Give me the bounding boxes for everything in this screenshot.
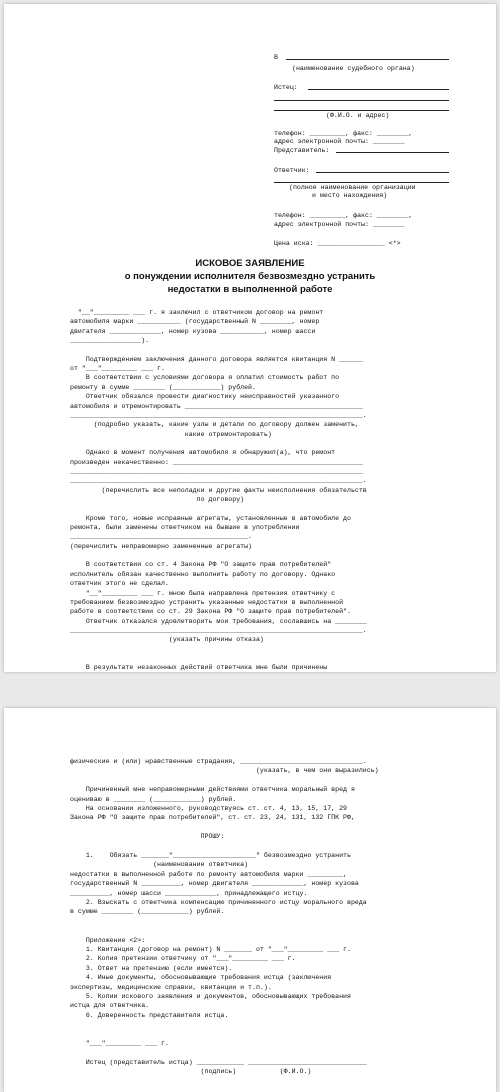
body-line: (подробно указать, какие узлы и детали по договору должен заменить,: [70, 421, 359, 429]
court-caption: (наименование судебного органа): [292, 65, 415, 72]
body-line: ответчик этого не сделал.: [70, 580, 169, 588]
body-line: недостатки в выполненной работе по ремонту автомобиля марки _________,: [70, 870, 347, 878]
defendant-caption-1: (полное наименование организации: [289, 184, 416, 191]
defendant-label: Ответчик:: [274, 167, 310, 174]
court-name-line: [286, 59, 449, 60]
body-line: двигателя _____________, номер кузова ___________, номер шасси: [70, 327, 316, 335]
body-line: по договору): [70, 496, 245, 503]
body-line: Истец (представитель истца) ____________ ______________________________: [70, 1058, 367, 1066]
body-line: Ответчик обязался провести диагностику неисправностей указанного: [70, 393, 340, 401]
body-line: 6. Доверенность представителя истца.: [70, 1011, 229, 1019]
body-line: (перечислить неправомерно замененные агрегаты): [70, 542, 253, 550]
body-line: ремонту в сумме ________ (____________) рублей.: [70, 383, 256, 391]
body-line: В соответствии с условиями договора я оплатил стоимость работ по: [70, 374, 340, 382]
plaintiff-line-2: [274, 100, 449, 101]
plaintiff-label: Истец:: [274, 84, 298, 91]
defendant-phone-fax: телефон: _________, факс: ________,: [274, 212, 413, 219]
body-line: ПРОШУ:: [70, 833, 225, 841]
body-line: (указать причины отказа): [70, 636, 264, 644]
body-line: __________, номер шасси _____________, принадлежащего истцу.: [70, 889, 308, 897]
body-line: автомобиля марки ___________ (государственный N ________, номер: [70, 318, 320, 326]
body-line: __________________________________________________________________________.: [70, 477, 367, 485]
body-line: Однако в момент получения автомобиля я обнаружил(а), что ремонт: [70, 449, 336, 457]
body-line: государственный N __________, номер двигателя _____________, номер кузова: [70, 880, 359, 888]
body-line: 3. Ответ на претензию (если имеется).: [70, 964, 233, 972]
body-line: "___"_________ ___ г.: [70, 1040, 169, 1047]
body-line: Ответчик отказался удовлетворить мои требования, сославшись на ________: [70, 617, 367, 625]
body-line: __________________________________________________________________________: [70, 467, 363, 475]
body-line: Причиненный мне неправомерными действиями ответчика моральный вред я: [70, 786, 355, 794]
body-line: истца для ответчика.: [70, 1002, 150, 1010]
body-line: В результате незаконных действий ответчика мне были причинены: [70, 664, 328, 672]
defendant-caption-2: и место нахождения): [312, 192, 388, 199]
body-line: требованием безвозмездно устранить указанные недостатки в выполненной: [70, 598, 344, 606]
plaintiff-line-3: [274, 110, 449, 111]
court-prefix: В: [274, 54, 278, 61]
representative-line: [336, 152, 449, 153]
body-line: 4. Иные документы, обосновывающие требования истца (заключения: [70, 974, 332, 982]
representative-label: Представитель:: [274, 147, 330, 154]
plaintiff-caption: (Ф.И.О. и адрес): [326, 112, 390, 119]
defendant-line-2: [274, 182, 449, 183]
body-line: оцениваю в ________ (____________) рублей.: [70, 795, 237, 803]
body-line: (подпись) (Ф.И.О.): [70, 1068, 312, 1076]
document-title: ИСКОВОЕ ЗАЯВЛЕНИЕ: [195, 258, 305, 269]
body-line: В соответствии со ст. 4 Закона РФ "О защите прав потребителей": [70, 561, 332, 569]
body-line: 1. Обязать _______"_____________________" безвозмездно устранить: [70, 852, 351, 859]
body-line: экспертизы, медицинские справки, квитанции и т.п.).: [70, 983, 272, 991]
plaintiff-line-1: [308, 89, 449, 90]
body-line: На основании изложенного, руководствуясь ст. ст. 4, 13, 15, 17, 29: [70, 805, 347, 812]
body-line: Кроме того, новые исправные агрегаты, установленные в автомобиле до: [70, 514, 351, 522]
body-line: (перечислить все неполадки и другие факты неисполнения обязательств: [70, 486, 367, 494]
body-line: автомобиля и отремонтировать _____________________________________________: [70, 402, 363, 410]
body-line: __________________).: [70, 337, 150, 345]
defendant-line-1: [316, 172, 449, 173]
claim-price: Цена иска: _________________ <*>: [274, 240, 401, 247]
body-line: исполнитель обязан качественно выполнить работу по договору. Однако: [70, 570, 336, 578]
document-subtitle-1: о понуждении исполнителя безвозмездно устранить: [124, 271, 376, 282]
body-line: (указать, в чем они выразились): [70, 767, 379, 775]
body-line: Подтверждением заключения данного договора является квитанция N ______: [70, 355, 363, 363]
body-line: __________________________________________________________________________.: [70, 411, 367, 419]
body-line: _____________________________________________.: [70, 533, 253, 541]
plaintiff-email: адрес электронной почты: ________: [274, 138, 405, 145]
body-line: Закона РФ "О защите прав потребителей", ст. ст. 23, 24, 131, 132 ГПК РФ,: [70, 814, 355, 822]
body-line: "__"_________ ___ г. мною была направлена претензия ответчику с: [70, 589, 336, 597]
body-line: работе в соответствии со ст. 29 Закона РФ "О защите прав потребителей".: [70, 608, 351, 616]
document-subtitle-2: недостатки в выполненной работе: [167, 284, 333, 295]
document-page-2: [4, 708, 496, 1092]
body-line: в сумме ________ (____________) рублей.: [70, 908, 225, 916]
defendant-email: адрес электронной почты: ________: [274, 221, 405, 228]
body-line: 5. Копии искового заявления и документов, обосновывающих требования: [70, 993, 351, 1000]
body-line: Приложение <2>:: [70, 936, 146, 944]
body-line: (наименование ответчика): [70, 861, 249, 869]
body-line: физические и (или) нравственные страдания, _______________________________.: [70, 758, 367, 765]
body-line: 2. Взыскать с ответчика компенсацию причиненного истцу морального вреда: [70, 899, 367, 906]
body-line: какие отремонтировать): [70, 430, 272, 438]
body-line: 2. Копия претензии ответчику от "___"_________ ___ г.: [70, 955, 296, 963]
body-line: __________________________________________________________________________.: [70, 626, 367, 634]
body-line: от "___"_________ ___ г.: [70, 365, 165, 373]
body-line: 1. Квитанция (договор на ремонт) N _______ от "___"_________ ___ г.: [70, 946, 351, 953]
body-line: ремонта, были заменены ответчиком на бывшие в употреблении: [70, 524, 300, 532]
body-line: произведен некачественно: ________________________________________________: [70, 458, 363, 466]
body-line: "__"_________ ___ г. я заключил с ответчиком договор на ремонт: [70, 309, 324, 316]
document-page-1: [4, 4, 496, 672]
plaintiff-phone-fax: телефон: _________, факс: ________,: [274, 130, 413, 137]
